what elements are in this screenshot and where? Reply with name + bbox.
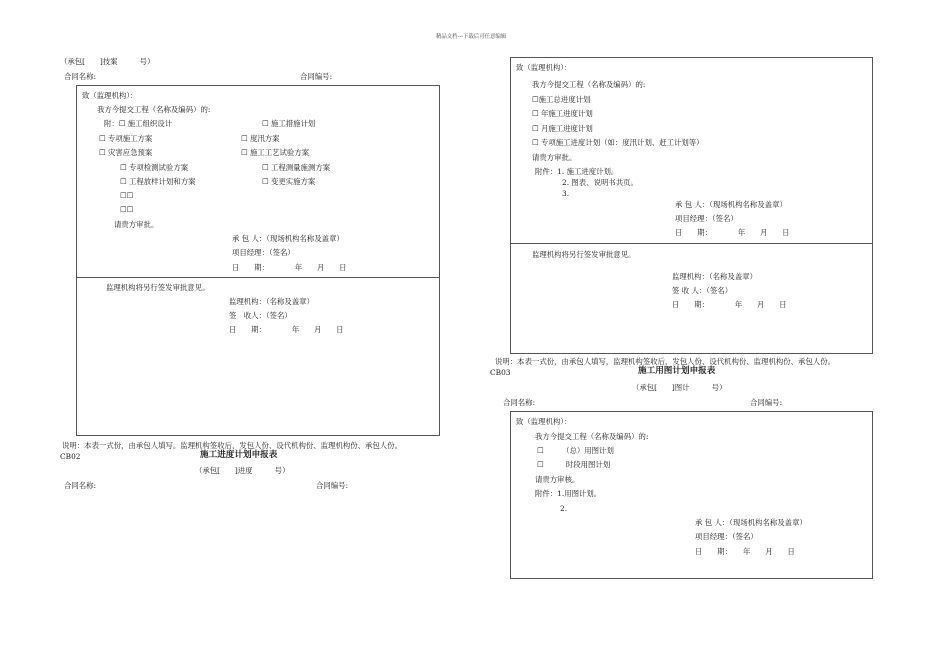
left-to: 致（监理机构）： bbox=[82, 91, 138, 100]
right-footnote: 说明：本表一式份，由承包人填写，监理机构签收后，发包人份、设代机构份、监理机构份、承包人份。 bbox=[495, 357, 835, 366]
left-item-flood: ☐ 度汛方案 bbox=[241, 134, 280, 143]
header-watermark: 精品文档---下载后可任意编辑 bbox=[436, 34, 507, 40]
left-intro: 我方今提交工程（名称及编码）的: bbox=[97, 105, 211, 114]
right-attach5: 2. bbox=[560, 504, 568, 513]
left-item-special: ☐ 专项施工方案 bbox=[99, 134, 153, 143]
right-contract-name: 合同名称: bbox=[503, 398, 536, 407]
right-to2: 致（监理机构）： bbox=[516, 417, 572, 426]
right-attach2: 2. 图表、说明书共页。 bbox=[562, 178, 638, 187]
left-item-survey: ☐ 工程测量施测方案 bbox=[262, 163, 331, 172]
right-form-divider bbox=[510, 243, 873, 244]
right-request2: 请贵方审核。 bbox=[535, 475, 580, 484]
left-item-layout: ☐ 工程放样计划和方案 bbox=[120, 177, 196, 186]
right-attach3: 3. bbox=[562, 189, 570, 198]
right-item-annual: ☐ 年施工进度计划 bbox=[532, 109, 593, 118]
left-supervisor: 监理机构：（名称及盖章） bbox=[229, 297, 314, 306]
left-form-divider bbox=[76, 277, 440, 278]
left-item-measures: ☐ 施工措施计划 bbox=[262, 119, 316, 128]
right-pm: 项目经理：（签名） bbox=[675, 214, 738, 223]
left-item-process-test: ☐ 施工工艺试验方案 bbox=[241, 148, 310, 157]
right-sub: （承包[ ]图计 号） bbox=[632, 383, 727, 392]
right-contractor: 承 包 人：（现场机构名称及盖章） bbox=[675, 200, 787, 209]
right-plan2: ☐ 时段用图计划 bbox=[537, 460, 611, 469]
right-intro2: 我方今提交工程（名称及编码）的: bbox=[535, 432, 649, 441]
left-attach: 附：☐ 施工组织设计 bbox=[104, 119, 173, 128]
left-date2: 日 期： 年 月 日 bbox=[229, 325, 344, 334]
right-date2: 日 期： 年 月 日 bbox=[672, 300, 787, 309]
left-contract-name2: 合同名称: bbox=[64, 481, 97, 490]
left-request: 请贵方审批。 bbox=[114, 220, 159, 229]
left-date1: 日 期： 年 月 日 bbox=[232, 263, 347, 272]
left-footnote: 说明：本表一式份，由承包人填写。监理机构签收后，发包人份、设代机构份、监理机构份、承包人份。 bbox=[62, 441, 402, 450]
left-receiver: 签 收人：（签名） bbox=[229, 311, 292, 320]
right-opinion: 监理机构将另行签发审批意见。 bbox=[532, 250, 636, 259]
right-to: 致（监理机构）： bbox=[516, 63, 572, 72]
right-supervisor: 监理机构：（名称及盖章） bbox=[672, 272, 757, 281]
right-receiver: 签 收 人：（签名） bbox=[672, 286, 733, 295]
right-item-special: ☐ 专项施工进度计划（如：度汛计划、赶工计划等） bbox=[532, 138, 704, 147]
right-code: CB03 bbox=[490, 368, 511, 377]
right-item-monthly: ☐ 月施工进度计划 bbox=[532, 124, 593, 133]
right-plan1: ☐ （总）用图计划 bbox=[537, 446, 614, 455]
right-date1: 日 期： 年 月 日 bbox=[675, 228, 790, 237]
left-contract-no: 合同编号: bbox=[300, 72, 333, 81]
right-contractor2: 承 包 人：（现场机构名称及盖章） bbox=[695, 518, 807, 527]
left-item-blank2: ☐☐ bbox=[120, 205, 134, 214]
left-opinion: 监理机构将另行签发审批意见。 bbox=[106, 283, 210, 292]
right-contract-no: 合同编号: bbox=[750, 398, 783, 407]
right-title: 施工用图计划申报表 bbox=[638, 366, 716, 376]
left-item-blank1: ☐☐ bbox=[120, 191, 134, 200]
right-date3: 日 期： 年 月 日 bbox=[695, 547, 795, 556]
left-code: CB02 bbox=[60, 452, 81, 461]
right-request: 请贵方审批。 bbox=[532, 153, 577, 162]
left-top-note: （承包[ ]技案 号） bbox=[60, 57, 155, 66]
left-title: 施工进度计划申报表 bbox=[200, 450, 278, 460]
left-pm: 项目经理：（签名） bbox=[232, 248, 295, 257]
left-item-disaster: ☐ 灾害应急预案 bbox=[99, 148, 153, 157]
left-contract-name: 合同名称: bbox=[64, 72, 97, 81]
left-contractor: 承 包 人：（现场机构名称及盖章） bbox=[232, 234, 344, 243]
left-sub: （承包[ ]进度 号） bbox=[195, 466, 290, 475]
right-pm2: 项目经理：（签名） bbox=[695, 532, 758, 541]
right-attach1: 附件：1. 施工进度计划。 bbox=[535, 167, 619, 176]
left-item-change: ☐ 变更实施方案 bbox=[262, 177, 316, 186]
left-contract-no2: 合同编号: bbox=[316, 481, 349, 490]
right-intro: 我方今提交工程（名称及编码）的: bbox=[532, 80, 646, 89]
right-item-overall: ☐施工总进度计划 bbox=[532, 95, 591, 104]
right-attach4: 附件：1.用图计划。 bbox=[535, 489, 602, 498]
left-item-inspection: ☐ 专项检测试验方案 bbox=[120, 163, 189, 172]
